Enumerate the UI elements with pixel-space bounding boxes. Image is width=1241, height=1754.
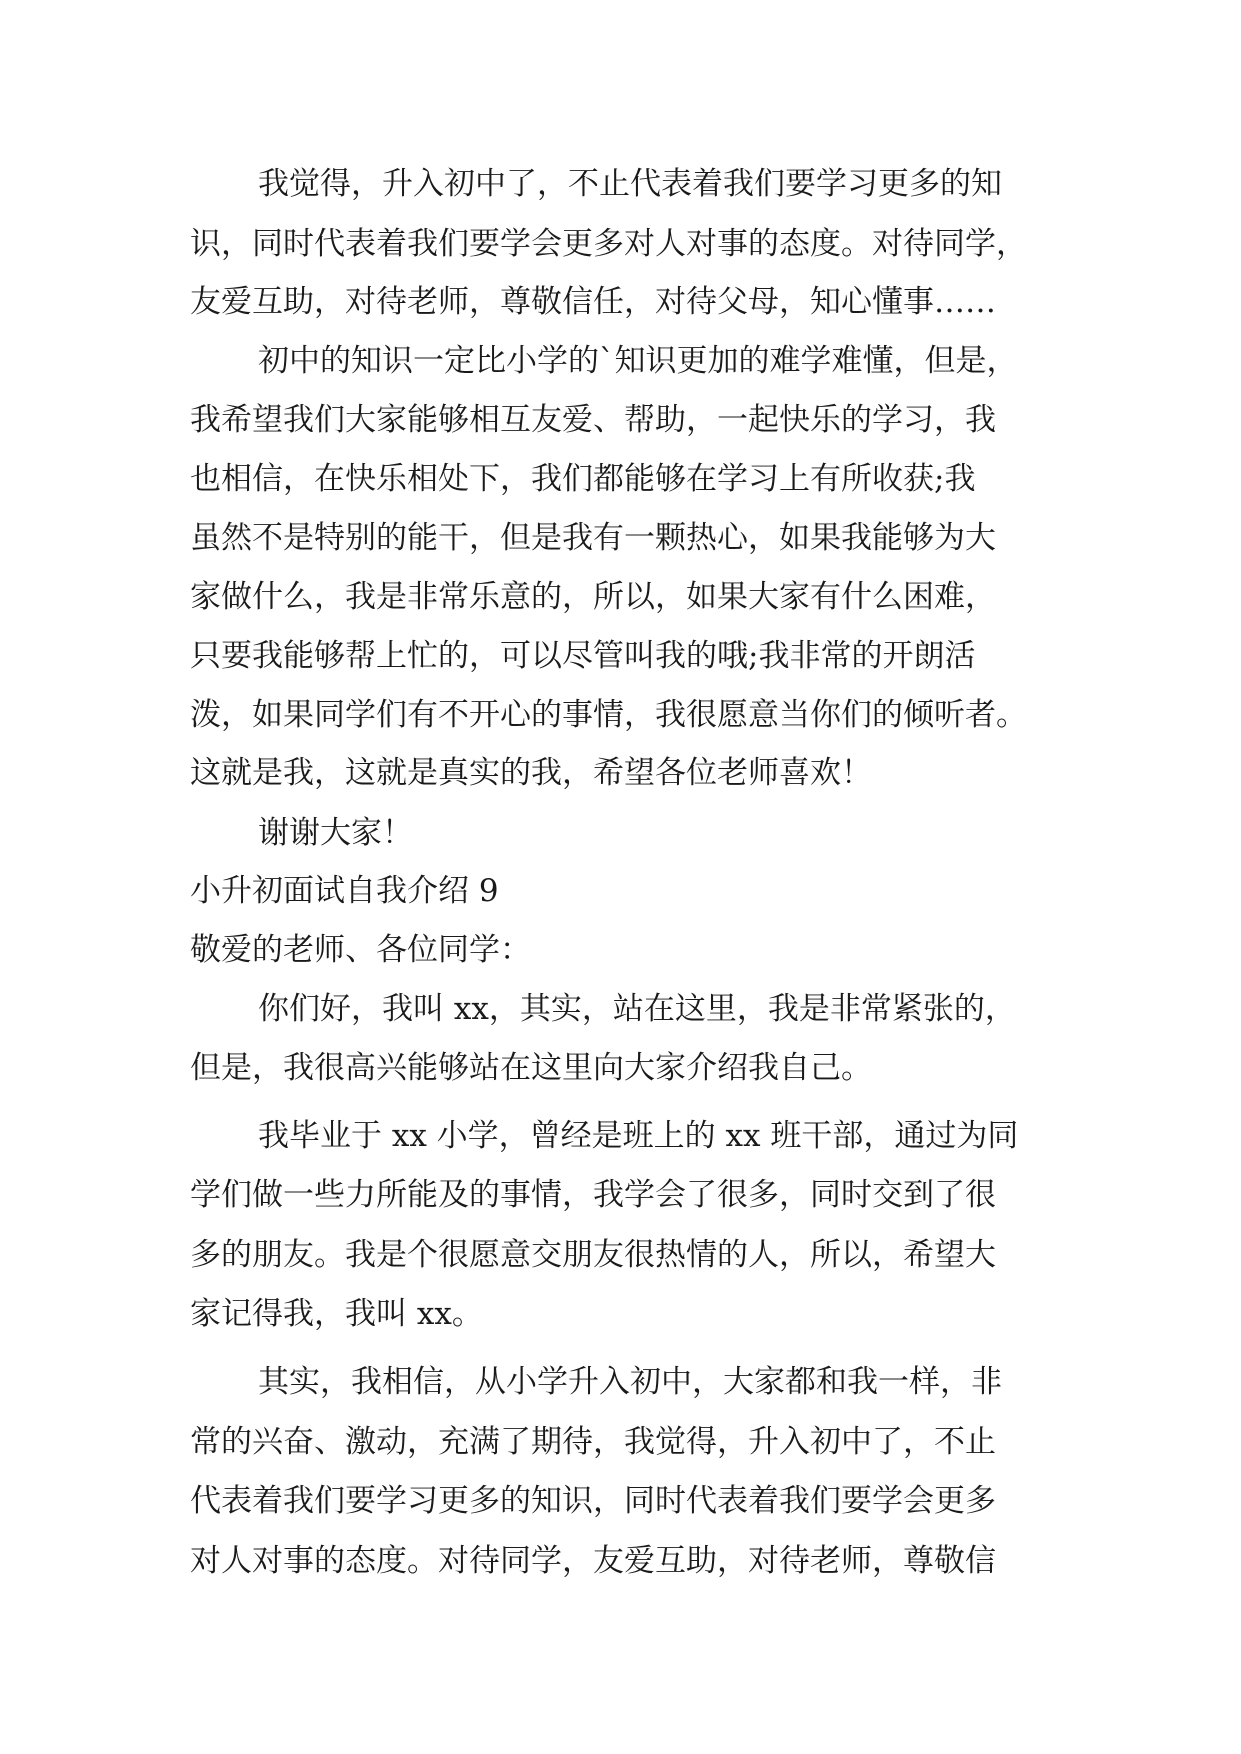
- paragraph-line: 只要我能够帮上忙的，可以尽管叫我的哦;我非常的开朗活: [190, 638, 976, 674]
- closing-line: 谢谢大家！: [258, 815, 413, 851]
- paragraph-line: 识，同时代表着我们要学会更多对人对事的态度。对待同学，: [190, 226, 1027, 262]
- section-title: 小升初面试自我介绍 9: [190, 873, 499, 909]
- paragraph-line: 多的朋友。我是个很愿意交朋友很热情的人，所以，希望大: [190, 1237, 996, 1273]
- salutation: 敬爱的老师、各位同学：: [190, 932, 531, 968]
- paragraph-line: 常的兴奋、激动，充满了期待，我觉得，升入初中了，不止: [190, 1424, 996, 1460]
- paragraph-line: 我觉得，升入初中了，不止代表着我们要学习更多的知: [258, 166, 1002, 202]
- paragraph-line: 我希望我们大家能够相互友爱、帮助，一起快乐的学习，我: [190, 402, 996, 438]
- paragraph-line: 虽然不是特别的能干，但是我有一颗热心，如果我能够为大: [190, 520, 996, 556]
- paragraph-line: 这就是我，这就是真实的我，希望各位老师喜欢！: [190, 755, 872, 791]
- paragraph-line: 对人对事的态度。对待同学，友爱互助，对待老师，尊敬信: [190, 1543, 996, 1579]
- paragraph-line: 家记得我，我叫 xx。: [190, 1296, 483, 1332]
- paragraph-line: 你们好，我叫 xx，其实，站在这里，我是非常紧张的，: [258, 991, 1016, 1027]
- paragraph-line: 学们做一些力所能及的事情，我学会了很多，同时交到了很: [190, 1177, 996, 1213]
- paragraph-line: 泼，如果同学们有不开心的事情，我很愿意当你们的倾听者。: [190, 697, 1027, 733]
- paragraph-line: 但是，我很高兴能够站在这里向大家介绍我自己。: [190, 1050, 872, 1086]
- paragraph-line: 其实，我相信，从小学升入初中，大家都和我一样，非: [258, 1364, 1002, 1400]
- paragraph-line: 家做什么，我是非常乐意的，所以，如果大家有什么困难，: [190, 579, 996, 615]
- paragraph-line: 代表着我们要学习更多的知识，同时代表着我们要学会更多: [190, 1483, 996, 1519]
- paragraph-line: 也相信，在快乐相处下，我们都能够在学习上有所收获;我: [190, 461, 976, 497]
- paragraph-line: 我毕业于 xx 小学，曾经是班上的 xx 班干部，通过为同: [258, 1118, 1019, 1154]
- paragraph-line: 友爱互助，对待老师，尊敬信任，对待父母，知心懂事……: [190, 284, 996, 320]
- paragraph-line: 初中的知识一定比小学的`知识更加的难学难懂，但是，: [258, 343, 1018, 379]
